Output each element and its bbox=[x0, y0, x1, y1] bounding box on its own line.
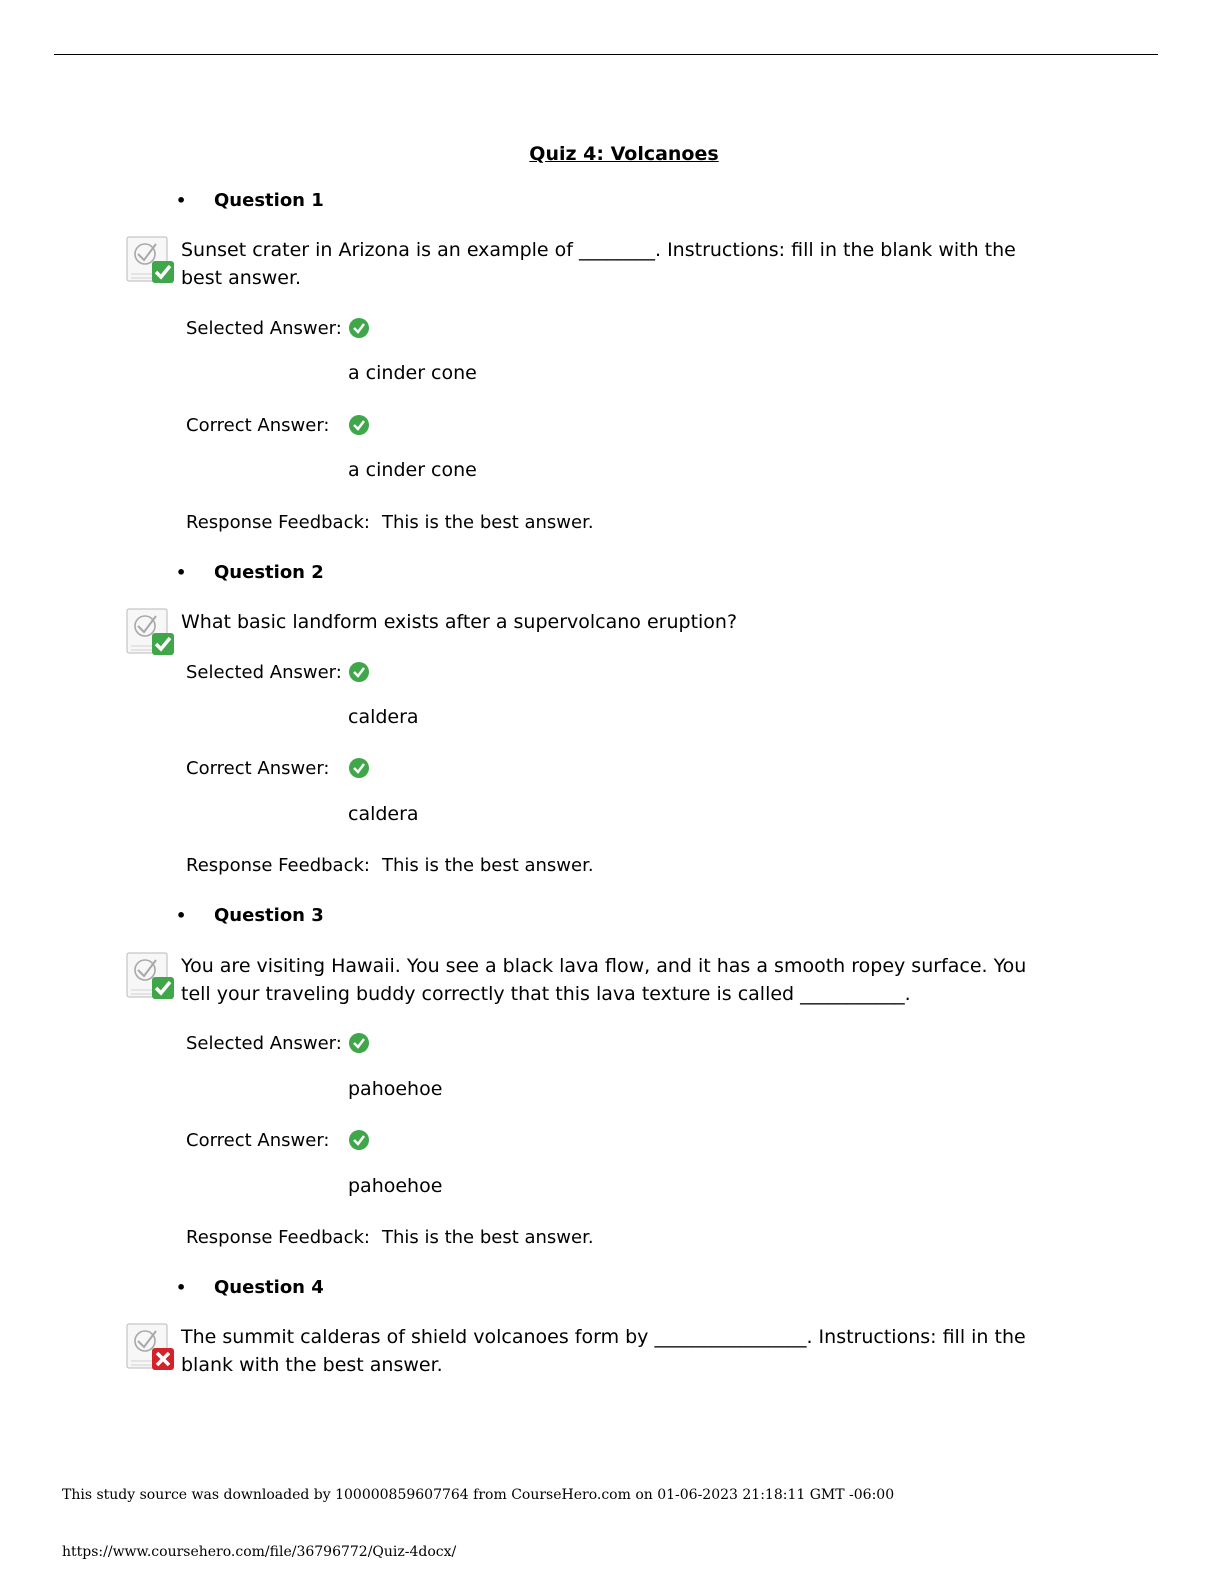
question-1-text: Sunset crater in Arizona is an example of ________. Instructions: fill in the blank with the best answer. bbox=[181, 239, 1016, 289]
selected-answer-value: a cinder cone bbox=[348, 362, 477, 384]
question-2-text: What basic landform exists after a supervolcano eruption? bbox=[181, 611, 738, 633]
selected-answer-value: pahoehoe bbox=[348, 1078, 443, 1100]
selected-answer-label: Selected Answer: bbox=[186, 662, 342, 683]
feedback-text: This is the best answer. bbox=[381, 855, 594, 876]
check-circle-icon bbox=[348, 757, 370, 779]
feedback-text: This is the best answer. bbox=[381, 512, 594, 533]
check-circle-icon bbox=[348, 661, 370, 683]
footer-source: This study source was downloaded by 100000859607764 from CourseHero.com on 01-06-2023 21:18:11 GMT -06:00 bbox=[62, 1487, 895, 1503]
question-correct-icon bbox=[125, 950, 177, 1002]
correct-answer-label: Correct Answer: bbox=[186, 758, 330, 779]
question-correct-icon bbox=[125, 606, 177, 658]
selected-answer-value: caldera bbox=[348, 706, 419, 728]
feedback-text: This is the best answer. bbox=[381, 1227, 594, 1248]
page-title: Quiz 4: Volcanoes bbox=[529, 143, 719, 165]
bullet: • bbox=[176, 191, 187, 210]
question-3-text: You are visiting Hawaii. You see a black lava flow, and it has a smooth ropey surface. You tell your traveling buddy correctly that this lava texture is called ___________. bbox=[181, 955, 1027, 1005]
correct-answer-value: a cinder cone bbox=[348, 459, 477, 481]
check-circle-icon bbox=[348, 1129, 370, 1151]
question-3-heading: • Question 3 bbox=[176, 905, 324, 926]
check-circle-icon bbox=[348, 414, 370, 436]
correct-answer-label: Correct Answer: bbox=[186, 1130, 330, 1151]
selected-answer-label: Selected Answer: bbox=[186, 318, 342, 339]
bullet: • bbox=[176, 563, 187, 582]
bullet: • bbox=[176, 906, 187, 925]
response-feedback: Response Feedback: This is the best answer. bbox=[186, 1227, 594, 1248]
correct-answer-value: pahoehoe bbox=[348, 1175, 443, 1197]
top-rule bbox=[54, 54, 1158, 55]
question-4-heading: • Question 4 bbox=[176, 1277, 324, 1298]
question-incorrect-icon bbox=[125, 1321, 177, 1373]
question-2-heading: • Question 2 bbox=[176, 562, 324, 583]
bullet: • bbox=[176, 1278, 187, 1297]
footer-url[interactable]: https://www.coursehero.com/file/36796772/Quiz-4docx/ bbox=[62, 1544, 457, 1560]
response-feedback: Response Feedback: This is the best answer. bbox=[186, 512, 594, 533]
question-correct-icon bbox=[125, 234, 177, 286]
correct-answer-value: caldera bbox=[348, 803, 419, 825]
question-4-text: The summit calderas of shield volcanoes form by ________________. Instructions: fill in the blank with the best answer. bbox=[181, 1326, 1026, 1376]
selected-answer-label: Selected Answer: bbox=[186, 1033, 342, 1054]
question-1-heading: • Question 1 bbox=[176, 190, 324, 211]
check-circle-icon bbox=[348, 1032, 370, 1054]
correct-answer-label: Correct Answer: bbox=[186, 415, 330, 436]
response-feedback: Response Feedback: This is the best answer. bbox=[186, 855, 594, 876]
check-circle-icon bbox=[348, 317, 370, 339]
